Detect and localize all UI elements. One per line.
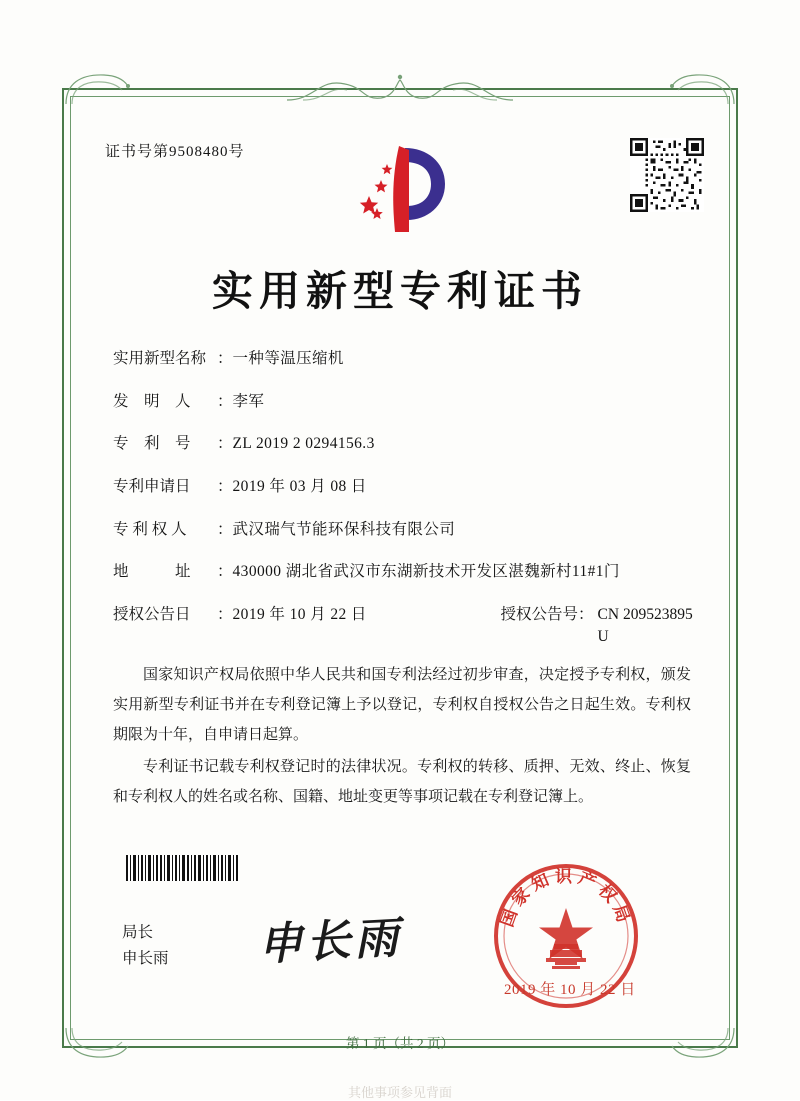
decorative-swirl-top — [285, 70, 515, 106]
field-colon: ： — [217, 435, 233, 453]
field-label-announcement-number: 授权公告号： — [500, 606, 594, 624]
field-value: 2019 年 03 月 08 日 — [232, 478, 367, 496]
field-list — [113, 348, 693, 669]
field-value: 李军 — [232, 392, 265, 410]
field-value: 武汉瑞气节能环保科技有限公司 — [232, 520, 456, 538]
field-colon: ： — [217, 478, 233, 496]
svg-text:国家知识产权局: 国家知识产权局 — [497, 867, 635, 930]
seal-date: 2019 年 10 月 22 日 — [504, 982, 636, 998]
handwritten-signature: 申长雨 — [256, 912, 404, 971]
director-title-label: 局长 — [122, 924, 154, 941]
decorative-corner-top-left — [64, 72, 130, 106]
page-indicator: 第 1 页（共 2 页） — [346, 1036, 454, 1051]
signature-labels — [122, 920, 169, 972]
legal-paragraph-2: 专利证书记载专利权登记时的法律状况。专利权的转移、质押、无效、终止、恢复和专利权人的姓名或名称、国籍、地址变更等事项记载在专利登记簿上。 — [113, 759, 691, 805]
field-colon: ： — [217, 350, 233, 367]
qr-code — [630, 138, 704, 212]
field-label: 地 址 — [113, 563, 191, 581]
field-colon: ： — [217, 563, 233, 581]
field-colon: ： — [217, 606, 233, 624]
field-row-patent-number — [113, 433, 693, 455]
field-row-utility-model-name — [113, 348, 693, 370]
field-value-announcement-number: CN 209523895 U — [597, 606, 693, 645]
decorative-corner-top-right — [670, 72, 736, 106]
field-row-inventor — [113, 391, 693, 413]
field-label: 专利申请日 — [113, 478, 191, 496]
field-colon: ： — [217, 392, 233, 410]
field-value: ZL 2019 2 0294156.3 — [232, 435, 375, 453]
barcode — [126, 855, 238, 881]
legal-text-block — [113, 660, 691, 814]
page-title: 实用新型专利证书 — [212, 267, 588, 315]
cnipa-logo-icon — [355, 140, 455, 238]
field-value: 一种等温压缩机 — [232, 350, 344, 367]
field-row-patentee — [113, 519, 693, 541]
field-label: 发 明 人 — [113, 392, 191, 410]
field-label: 专 利 号 — [113, 435, 191, 453]
director-name-label: 申长雨 — [122, 950, 169, 967]
field-colon: ： — [217, 520, 233, 538]
field-row-address — [113, 561, 693, 583]
field-row-application-date — [113, 476, 693, 498]
field-label: 授权公告日 — [113, 606, 191, 624]
field-label: 实用新型名称 — [113, 350, 207, 367]
field-value: 430000 湖北省武汉市东湖新技术开发区湛魏新村11#1门 — [232, 563, 620, 581]
footer-faint-note: 其他事项参见背面 — [347, 1085, 452, 1100]
field-value: 2019 年 10 月 22 日 — [232, 606, 367, 624]
certificate-number: 证书号第9508480号 — [105, 144, 245, 160]
field-row-grant-announcement — [113, 604, 693, 647]
legal-paragraph-1: 国家知识产权局依照中华人民共和国专利法经过初步审查，决定授予专利权，颁发实用新型专利证书并在专利登记簿上予以登记，专利权自授权公告之日起生效。专利权期限为十年，自申请日起算。 — [113, 667, 691, 743]
field-label: 专 利 权 人 — [113, 520, 187, 538]
